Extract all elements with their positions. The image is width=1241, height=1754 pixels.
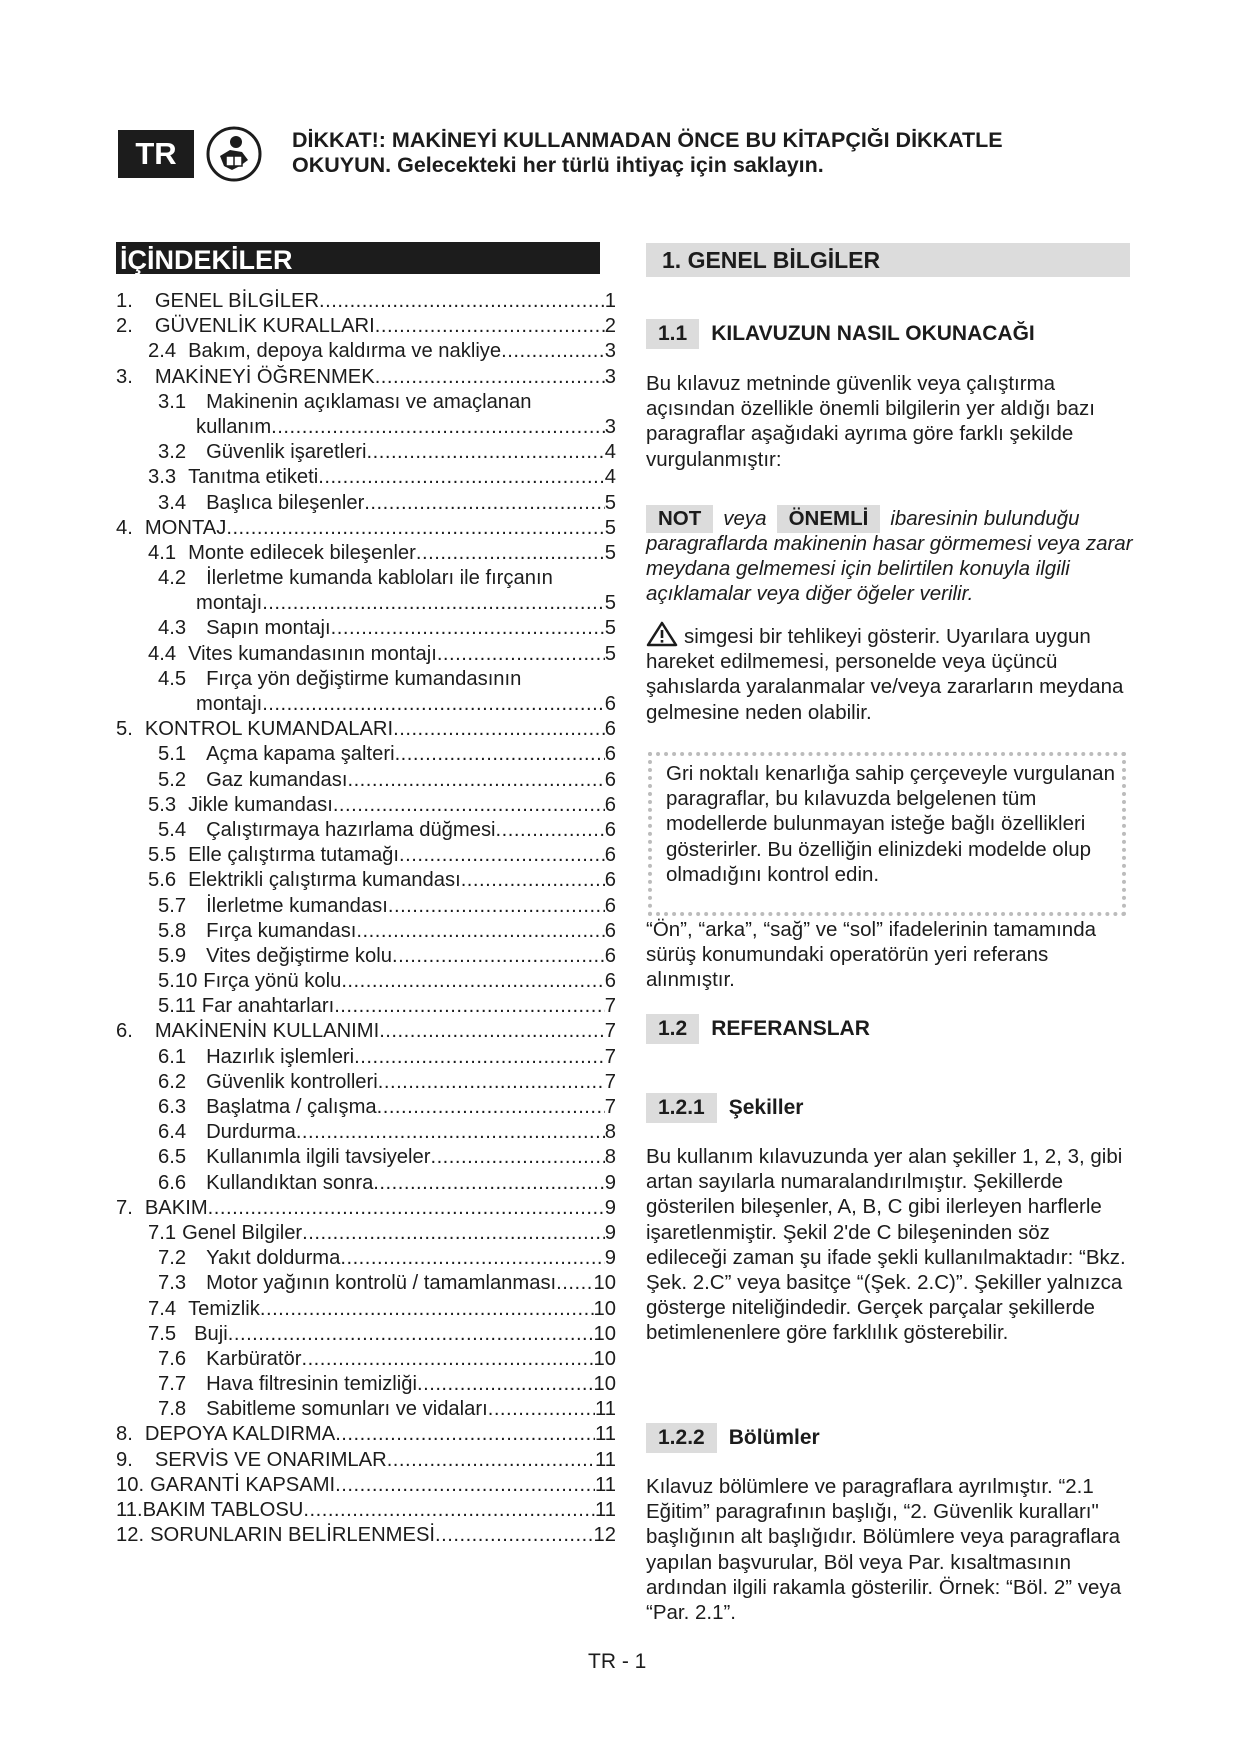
toc-leader-dots <box>488 1397 595 1422</box>
toc-entry <box>116 566 616 591</box>
toc-entry-number: 3. <box>116 365 133 388</box>
toc-leader-dots <box>375 314 605 339</box>
section-1-2-1-title: Şekiller <box>728 1096 804 1119</box>
toc-entry-page: 6 <box>604 768 616 791</box>
toc-entry <box>116 1070 616 1095</box>
toc-entry-page: 5 <box>604 516 616 539</box>
toc-entry <box>116 768 616 793</box>
toc-leader-dots <box>228 1322 594 1347</box>
toc-entry-page: 10 <box>593 1272 616 1295</box>
toc-entry <box>116 1473 616 1498</box>
warning-paragraph <box>646 621 1136 725</box>
note-tag: NOT <box>646 505 713 533</box>
note-tag-suffix: ibaresinin bulunduğu <box>890 507 1080 530</box>
toc-entry-number: 4.2 <box>158 567 187 590</box>
toc-entry-number: 5.1 <box>158 743 187 766</box>
warning-paragraph-text: simgesi bir tehlikeyi gösterir. Uyarılara uygun hareket edilmemesi, personelde veya üçüncü şahıslarda yaralanmalar ve/veya zararların meydana gelmesine neden olabilir. <box>646 625 1124 724</box>
toc-entry-page: 7 <box>604 1020 616 1043</box>
toc-entry-title: MAKİNEYİ ÖĞRENMEK <box>154 365 375 388</box>
optional-feature-paragraph: Gri noktalı kenarlığa sahip çerçeveyle vurgulanan paragraflar, bu kılavuzda belgelenen tüm modellerde bulunmayan isteğe bağlı özellikleri gösterirler. Bu özelliğin elinizdeki modelde olup olmadığını kontrol edin. <box>666 762 1115 886</box>
toc-entry <box>116 818 616 843</box>
toc-entry-title: kullanım <box>196 415 272 438</box>
toc-entry-number: 3.3 <box>148 466 177 489</box>
toc-leader-dots <box>318 465 605 490</box>
toc-entry-number: 6. <box>116 1020 133 1043</box>
toc-leader-dots <box>417 1372 594 1397</box>
toc-leader-dots <box>496 818 605 843</box>
section-1-1-number: 1.1 <box>646 319 699 349</box>
toc-entry-number: 5.9 <box>158 944 187 967</box>
toc-entry-number: 4.3 <box>158 617 187 640</box>
toc-leader-dots <box>335 1473 595 1498</box>
toc-entry-title: Makinenin açıklaması ve amaçlanan <box>206 390 532 413</box>
toc-leader-dots <box>399 843 605 868</box>
toc-leader-dots <box>331 616 605 641</box>
note-veya: veya <box>723 507 767 530</box>
toc-entry-title: Fırça yön değiştirme kumandasının <box>206 667 522 690</box>
toc-entry-title: Güvenlik kontrolleri <box>206 1070 378 1093</box>
toc-leader-dots <box>296 1120 605 1145</box>
toc-entry-number: 5.2 <box>158 768 187 791</box>
toc-entry-page: 3 <box>604 415 616 438</box>
toc-entry-page: 5 <box>604 541 616 564</box>
toc-entry-page: 2 <box>604 315 616 338</box>
toc-entry <box>116 1221 616 1246</box>
toc-entry-title: KONTROL KUMANDALARI <box>144 718 394 741</box>
toc-entry <box>116 1448 616 1473</box>
toc-leader-dots <box>341 969 604 994</box>
toc-entry-title: montajı <box>196 693 263 715</box>
toc-entry <box>116 742 616 767</box>
toc-entry-title: Yakıt doldurma <box>206 1247 341 1270</box>
toc-entry <box>116 314 616 339</box>
toc-entry-number: 6.6 <box>158 1171 187 1194</box>
toc-entry <box>116 415 616 440</box>
toc-entry-title: montajı <box>196 592 263 615</box>
section-1-2-number: 1.2 <box>646 1014 699 1044</box>
toc-entry-title: Çalıştırmaya hazırlama düğmesi <box>206 818 496 841</box>
toc-entry-title: BAKIM TABLOSU <box>142 1499 304 1521</box>
toc-entry <box>116 1523 616 1548</box>
section-1-1-header <box>646 319 1035 349</box>
toc-entry <box>116 1045 616 1070</box>
toc-entry-number: 6.1 <box>158 1045 187 1068</box>
toc-entry-number: 10. <box>116 1473 145 1496</box>
toc-leader-dots <box>354 1045 605 1070</box>
toc-entry-title: BAKIM <box>144 1196 208 1219</box>
toc-entry-page: 9 <box>604 1171 616 1194</box>
toc-entry-page: 6 <box>604 944 616 967</box>
toc-entry-page: 5 <box>604 642 616 665</box>
toc-leader-dots <box>262 591 605 616</box>
toc-leader-dots <box>302 1221 605 1246</box>
note-paragraph: paragraflarda makinenin hasar görmemesi veya zarar meydana gelmemesi için belirtilen konuyla ilgili açıklamalar veya diğer öğeler verilir. <box>646 532 1133 606</box>
toc-entry <box>116 1322 616 1347</box>
toc-entry-number: 7.2 <box>158 1247 187 1270</box>
toc-entry <box>116 868 616 893</box>
toc-entry-page: 6 <box>604 818 616 841</box>
toc-entry-page: 8 <box>604 1146 616 1169</box>
toc-leader-dots <box>226 516 604 541</box>
toc-entry <box>116 1422 616 1447</box>
toc-entry-title: Motor yağının kontrolü / tamamlanması <box>206 1272 557 1295</box>
toc-entry-number: 2.4 <box>148 340 177 363</box>
toc-entry <box>116 1095 616 1120</box>
toc-leader-dots <box>260 1297 594 1322</box>
toc-entry <box>116 289 616 314</box>
toc-entry <box>116 1246 616 1271</box>
toc-leader-dots <box>392 944 605 969</box>
section-1-2-2-title: Bölümler <box>728 1426 820 1449</box>
toc-entry <box>116 440 616 465</box>
toc-leader-dots <box>367 440 605 465</box>
toc-leader-dots <box>333 793 605 818</box>
toc-entry <box>116 1297 616 1322</box>
toc-leader-dots <box>393 717 605 742</box>
toc-entry <box>116 516 616 541</box>
toc-entry-page: 5 <box>604 592 616 615</box>
toc-entry <box>116 1171 616 1196</box>
toc-entry-number: 5.8 <box>158 919 187 942</box>
toc-entry-page: 8 <box>604 1121 616 1144</box>
toc-entry-title: MONTAJ <box>144 516 227 539</box>
toc-entry <box>116 1397 616 1422</box>
note-tag-line <box>646 504 1080 534</box>
section-1-2-2-paragraph: Kılavuz bölümlere ve paragraflara ayrılmıştır. “2.1 Eğitim” paragrafının başlığı, “2. Güvenlik kuralları" başlığının alt başlığıdır. Bölümlere veya paragraflara yapılan başvurular, Böl veya Par. kısaltmasının ardından ilgili rakamla gösterilir. Örnek: “Böl. 2” veya “Par. 2.1”. <box>646 1475 1122 1625</box>
toc-entry-title: Sapın montajı <box>206 617 331 640</box>
toc-entry-number: 4.1 <box>148 541 177 564</box>
toc-entry <box>116 944 616 969</box>
toc-entry-title: SORUNLARIN BELİRLENMESİ <box>150 1524 436 1547</box>
toc-entry-page: 12 <box>593 1524 616 1547</box>
section-1-1-paragraph: Bu kılavuz metninde güvenlik veya çalıştırma açısından özellikle önemli bilgilerin yer aldığı bazı paragraflar aşağıdaki ayrıma göre farklı şekilde vurgulanmıştır: <box>646 372 1095 471</box>
toc-entry-title: Vites değiştirme kolu <box>206 944 392 967</box>
toc-entry-title: Durdurma <box>206 1121 296 1144</box>
toc-entry-page: 10 <box>593 1322 616 1345</box>
toc-entry-title: Genel Bilgiler <box>182 1221 303 1244</box>
toc-entry-number: 3.4 <box>158 491 187 514</box>
toc-entry-page: 9 <box>604 1196 616 1219</box>
toc-entry-page: 6 <box>604 919 616 942</box>
direction-paragraph: “Ön”, “arka”, “sağ” ve “sol” ifadelerinin tamamında sürüş konumundaki operatörün yeri referans alınmıştır. <box>646 918 1097 992</box>
toc-entry-title: GENEL BİLGİLER <box>154 290 320 312</box>
toc-leader-dots <box>435 1523 594 1548</box>
toc-entry-title: Fırça yönü kolu <box>203 970 342 993</box>
toc-entry-number: 4.4 <box>148 642 177 665</box>
toc-entry-title: Tanıtma etiketi <box>188 466 319 489</box>
toc-entry <box>116 969 616 994</box>
toc-entry-title: Gaz kumandası <box>206 768 348 791</box>
toc-leader-dots <box>262 692 605 717</box>
toc-leader-dots <box>364 491 604 516</box>
toc-entry-title: Elle çalıştırma tutamağı <box>188 844 400 867</box>
toc-entry-title: Temizlik <box>188 1297 260 1320</box>
section-1-2-title: REFERANSLAR <box>711 1017 870 1040</box>
toc-entry-number: 8. <box>116 1423 133 1446</box>
toc-entry-page: 9 <box>604 1247 616 1270</box>
section-1-title: 1. GENEL BİLGİLER <box>646 243 1130 277</box>
toc-entry-title: İlerletme kumandası <box>206 894 388 917</box>
toc-entry-title: DEPOYA KALDIRMA <box>144 1423 336 1446</box>
toc-entry-page: 10 <box>593 1297 616 1320</box>
toc-entry-number: 5.10 <box>158 970 198 993</box>
warning-line-2: OKUYUN. Gelecekteki her türlü ihtiyaç için saklayın. <box>292 153 824 177</box>
toc-entry-title: Güvenlik işaretleri <box>206 441 367 464</box>
toc-entry-page: 10 <box>593 1373 616 1396</box>
toc-leader-dots <box>501 339 605 364</box>
toc-entry-number: 7.6 <box>158 1347 187 1370</box>
section-1-2-1-header <box>646 1093 803 1123</box>
toc-entry-page: 6 <box>604 970 616 993</box>
toc-entry-number: 6.4 <box>158 1121 187 1144</box>
toc-entry <box>116 591 616 616</box>
toc-entry <box>116 1271 616 1296</box>
toc-leader-dots <box>378 1070 605 1095</box>
toc-leader-dots <box>377 1095 605 1120</box>
toc-entry-title: Sabitleme somunları ve vidaları <box>206 1398 488 1421</box>
toc-entry-page: 10 <box>593 1347 616 1370</box>
toc-entry-page: 4 <box>604 466 616 489</box>
toc-entry <box>116 919 616 944</box>
toc-entry <box>116 1019 616 1044</box>
toc-entry-title: SERVİS VE ONARIMLAR <box>154 1448 387 1471</box>
toc-entry-page: 6 <box>604 718 616 741</box>
toc-entry <box>116 390 616 415</box>
toc-entry-title: Monte edilecek bileşenler <box>188 541 416 564</box>
section-1-2-1-paragraph: Bu kullanım kılavuzunda yer alan şekiller 1, 2, 3, gibi artan sayılarla numaralandırılmıştır. Şekillerde gösterilen bileşenler, A, B, C gibi ilerleyen harflerle işaretlenmiştir. Şekil 2'de C bileşeninden söz edileceği zaman şu ifade şekli kullanılmaktadır: “Bkz. Şek. 2.C” veya basitçe “(Şek. 2.C)”. Şekiller yalnızca gösterge niteliğindedir. Gerçek parçalar şekillerde betimlenenlere göre farklılık gösterebilir. <box>646 1145 1126 1345</box>
toc-leader-dots <box>430 1145 604 1170</box>
toc-entry <box>116 1196 616 1221</box>
toc-entry-number: 7.7 <box>158 1373 187 1396</box>
toc-leader-dots <box>388 894 605 919</box>
toc-entry-title: Karbüratör <box>206 1347 302 1370</box>
warning-header <box>292 128 1112 178</box>
toc-entry-number: 6.3 <box>158 1096 187 1118</box>
toc-entry-title: Hava filtresinin temizliği <box>206 1373 417 1396</box>
warning-triangle-icon <box>646 621 678 647</box>
section-1-2-header <box>646 1014 870 1044</box>
toc-leader-dots <box>340 1246 604 1271</box>
toc-entry-title: Elektrikli çalıştırma kumandası <box>188 869 461 892</box>
toc-leader-dots <box>379 1019 605 1044</box>
toc-entry-number: 1. <box>116 290 133 312</box>
read-manual-icon <box>206 126 262 182</box>
toc-entry-number: 3.2 <box>158 441 187 464</box>
toc-entry-page: 7 <box>604 995 616 1018</box>
toc-entry <box>116 339 616 364</box>
toc-leader-dots <box>271 415 605 440</box>
toc-entry <box>116 692 616 717</box>
toc-entry-number: 7. <box>116 1196 133 1219</box>
toc-entry-number: 6.5 <box>158 1146 187 1169</box>
toc-leader-dots <box>375 365 605 390</box>
toc-entry <box>116 491 616 516</box>
toc-entry <box>116 894 616 919</box>
toc-entry-title: Buji <box>194 1322 228 1345</box>
toc-entry <box>116 843 616 868</box>
toc-entry-number: 5.7 <box>158 894 187 917</box>
toc-title: İÇİNDEKİLER <box>116 242 600 274</box>
toc-entry-page: 11 <box>595 1448 616 1471</box>
toc-entry <box>116 1120 616 1145</box>
toc-entry-number: 5.3 <box>148 793 177 816</box>
toc-entry-title: Far anahtarları <box>201 995 335 1018</box>
toc-entry-page: 1 <box>604 290 616 312</box>
table-of-contents <box>116 289 616 1548</box>
toc-entry-number: 5.4 <box>158 818 187 841</box>
section-1-2-1-number: 1.2.1 <box>646 1093 717 1123</box>
toc-entry-number: 12. <box>116 1524 145 1547</box>
toc-entry-number: 4.5 <box>158 667 187 690</box>
warning-line-1: DİKKAT!: MAKİNEYİ KULLANMADAN ÖNCE BU KİTAPÇIĞI DİKKATLE <box>292 128 1003 152</box>
toc-entry-title: MAKİNENİN KULLANIMI <box>154 1020 380 1043</box>
toc-entry-page: 11 <box>595 1499 616 1521</box>
toc-entry <box>116 1145 616 1170</box>
section-1-2-2-number: 1.2.2 <box>646 1423 717 1453</box>
toc-entry <box>116 365 616 390</box>
language-badge: TR <box>118 130 194 178</box>
toc-leader-dots <box>416 541 605 566</box>
toc-entry-number: 5. <box>116 718 133 741</box>
toc-entry-number: 6.2 <box>158 1070 187 1093</box>
toc-leader-dots <box>334 994 605 1019</box>
toc-entry <box>116 1347 616 1372</box>
toc-leader-dots <box>395 742 605 767</box>
toc-entry-number: 11. <box>116 1499 143 1521</box>
toc-entry-page: 7 <box>604 1045 616 1068</box>
toc-entry-number: 5.5 <box>148 844 177 867</box>
toc-leader-dots <box>319 289 605 314</box>
toc-entry-number: 5.6 <box>148 869 177 892</box>
toc-entry-page: 11 <box>595 1398 616 1421</box>
toc-entry-number: 7.1 <box>148 1221 177 1244</box>
toc-entry-title: İlerletme kumanda kabloları ile fırçanın <box>206 567 553 590</box>
toc-leader-dots <box>335 1422 595 1447</box>
toc-entry-page: 6 <box>604 844 616 867</box>
toc-entry <box>116 793 616 818</box>
toc-entry-number: 7.5 <box>148 1322 177 1345</box>
toc-leader-dots <box>437 642 605 667</box>
toc-entry <box>116 541 616 566</box>
toc-entry-page: 7 <box>604 1096 616 1118</box>
toc-entry-page: 6 <box>604 869 616 892</box>
toc-entry-page: 6 <box>604 894 616 917</box>
toc-leader-dots <box>556 1271 593 1296</box>
toc-leader-dots <box>301 1347 593 1372</box>
toc-entry-title: Başlatma / çalışma <box>206 1096 377 1118</box>
toc-entry-number: 7.3 <box>158 1272 187 1295</box>
toc-entry-title: Bakım, depoya kaldırma ve nakliye <box>188 340 502 363</box>
page-number: TR - 1 <box>588 1650 647 1673</box>
toc-entry-page: 6 <box>604 793 616 816</box>
toc-entry-title: Açma kapama şalteri <box>206 743 395 766</box>
toc-entry-title: Fırça kumandası <box>206 919 357 942</box>
toc-leader-dots <box>373 1171 604 1196</box>
toc-entry-number: 3.1 <box>158 390 187 413</box>
toc-entry-page: 4 <box>604 441 616 464</box>
toc-entry-number: 9. <box>116 1448 133 1471</box>
toc-entry <box>116 667 616 692</box>
toc-entry-page: 5 <box>604 617 616 640</box>
section-1-1-title: KILAVUZUN NASIL OKUNACAĞI <box>711 322 1035 345</box>
toc-entry-number: 2. <box>116 315 133 338</box>
toc-entry-title: Vites kumandasının montajı <box>188 642 437 665</box>
toc-entry-page: 3 <box>604 365 616 388</box>
section-1-2-2-header <box>646 1423 820 1453</box>
toc-entry-number: 7.4 <box>148 1297 177 1320</box>
toc-leader-dots <box>356 919 604 944</box>
toc-entry-page: 7 <box>604 1070 616 1093</box>
toc-entry <box>116 616 616 641</box>
important-tag: ÖNEMLİ <box>777 505 881 533</box>
toc-entry-page: 9 <box>604 1221 616 1244</box>
toc-entry-number: 7.8 <box>158 1398 187 1421</box>
toc-entry-page: 11 <box>595 1473 616 1496</box>
toc-entry-title: GÜVENLİK KURALLARI <box>154 315 375 338</box>
toc-entry <box>116 1372 616 1397</box>
toc-entry-number: 5.11 <box>158 995 196 1018</box>
toc-leader-dots <box>208 1196 605 1221</box>
toc-entry-page: 11 <box>595 1423 616 1446</box>
toc-entry-title: Başlıca bileşenler <box>206 491 365 514</box>
toc-entry-number: 4. <box>116 516 133 539</box>
toc-entry-title: Kullanımla ilgili tavsiyeler <box>206 1146 431 1169</box>
toc-entry-page: 6 <box>604 743 616 766</box>
toc-entry <box>116 717 616 742</box>
toc-entry-page: 5 <box>604 491 616 514</box>
toc-entry-title: GARANTİ KAPSAMI <box>150 1473 336 1496</box>
toc-entry-page: 6 <box>604 693 616 715</box>
toc-entry <box>116 465 616 490</box>
toc-leader-dots <box>347 768 604 793</box>
toc-leader-dots <box>461 868 605 893</box>
toc-entry-title: Kullandıktan sonra <box>206 1171 374 1194</box>
toc-leader-dots <box>303 1498 595 1523</box>
toc-entry <box>116 1498 616 1523</box>
toc-entry-title: Hazırlık işlemleri <box>206 1045 355 1068</box>
toc-entry <box>116 642 616 667</box>
toc-entry <box>116 994 616 1019</box>
toc-entry-title: Jikle kumandası <box>188 793 333 816</box>
toc-entry-page: 3 <box>604 340 616 363</box>
toc-leader-dots <box>387 1448 595 1473</box>
